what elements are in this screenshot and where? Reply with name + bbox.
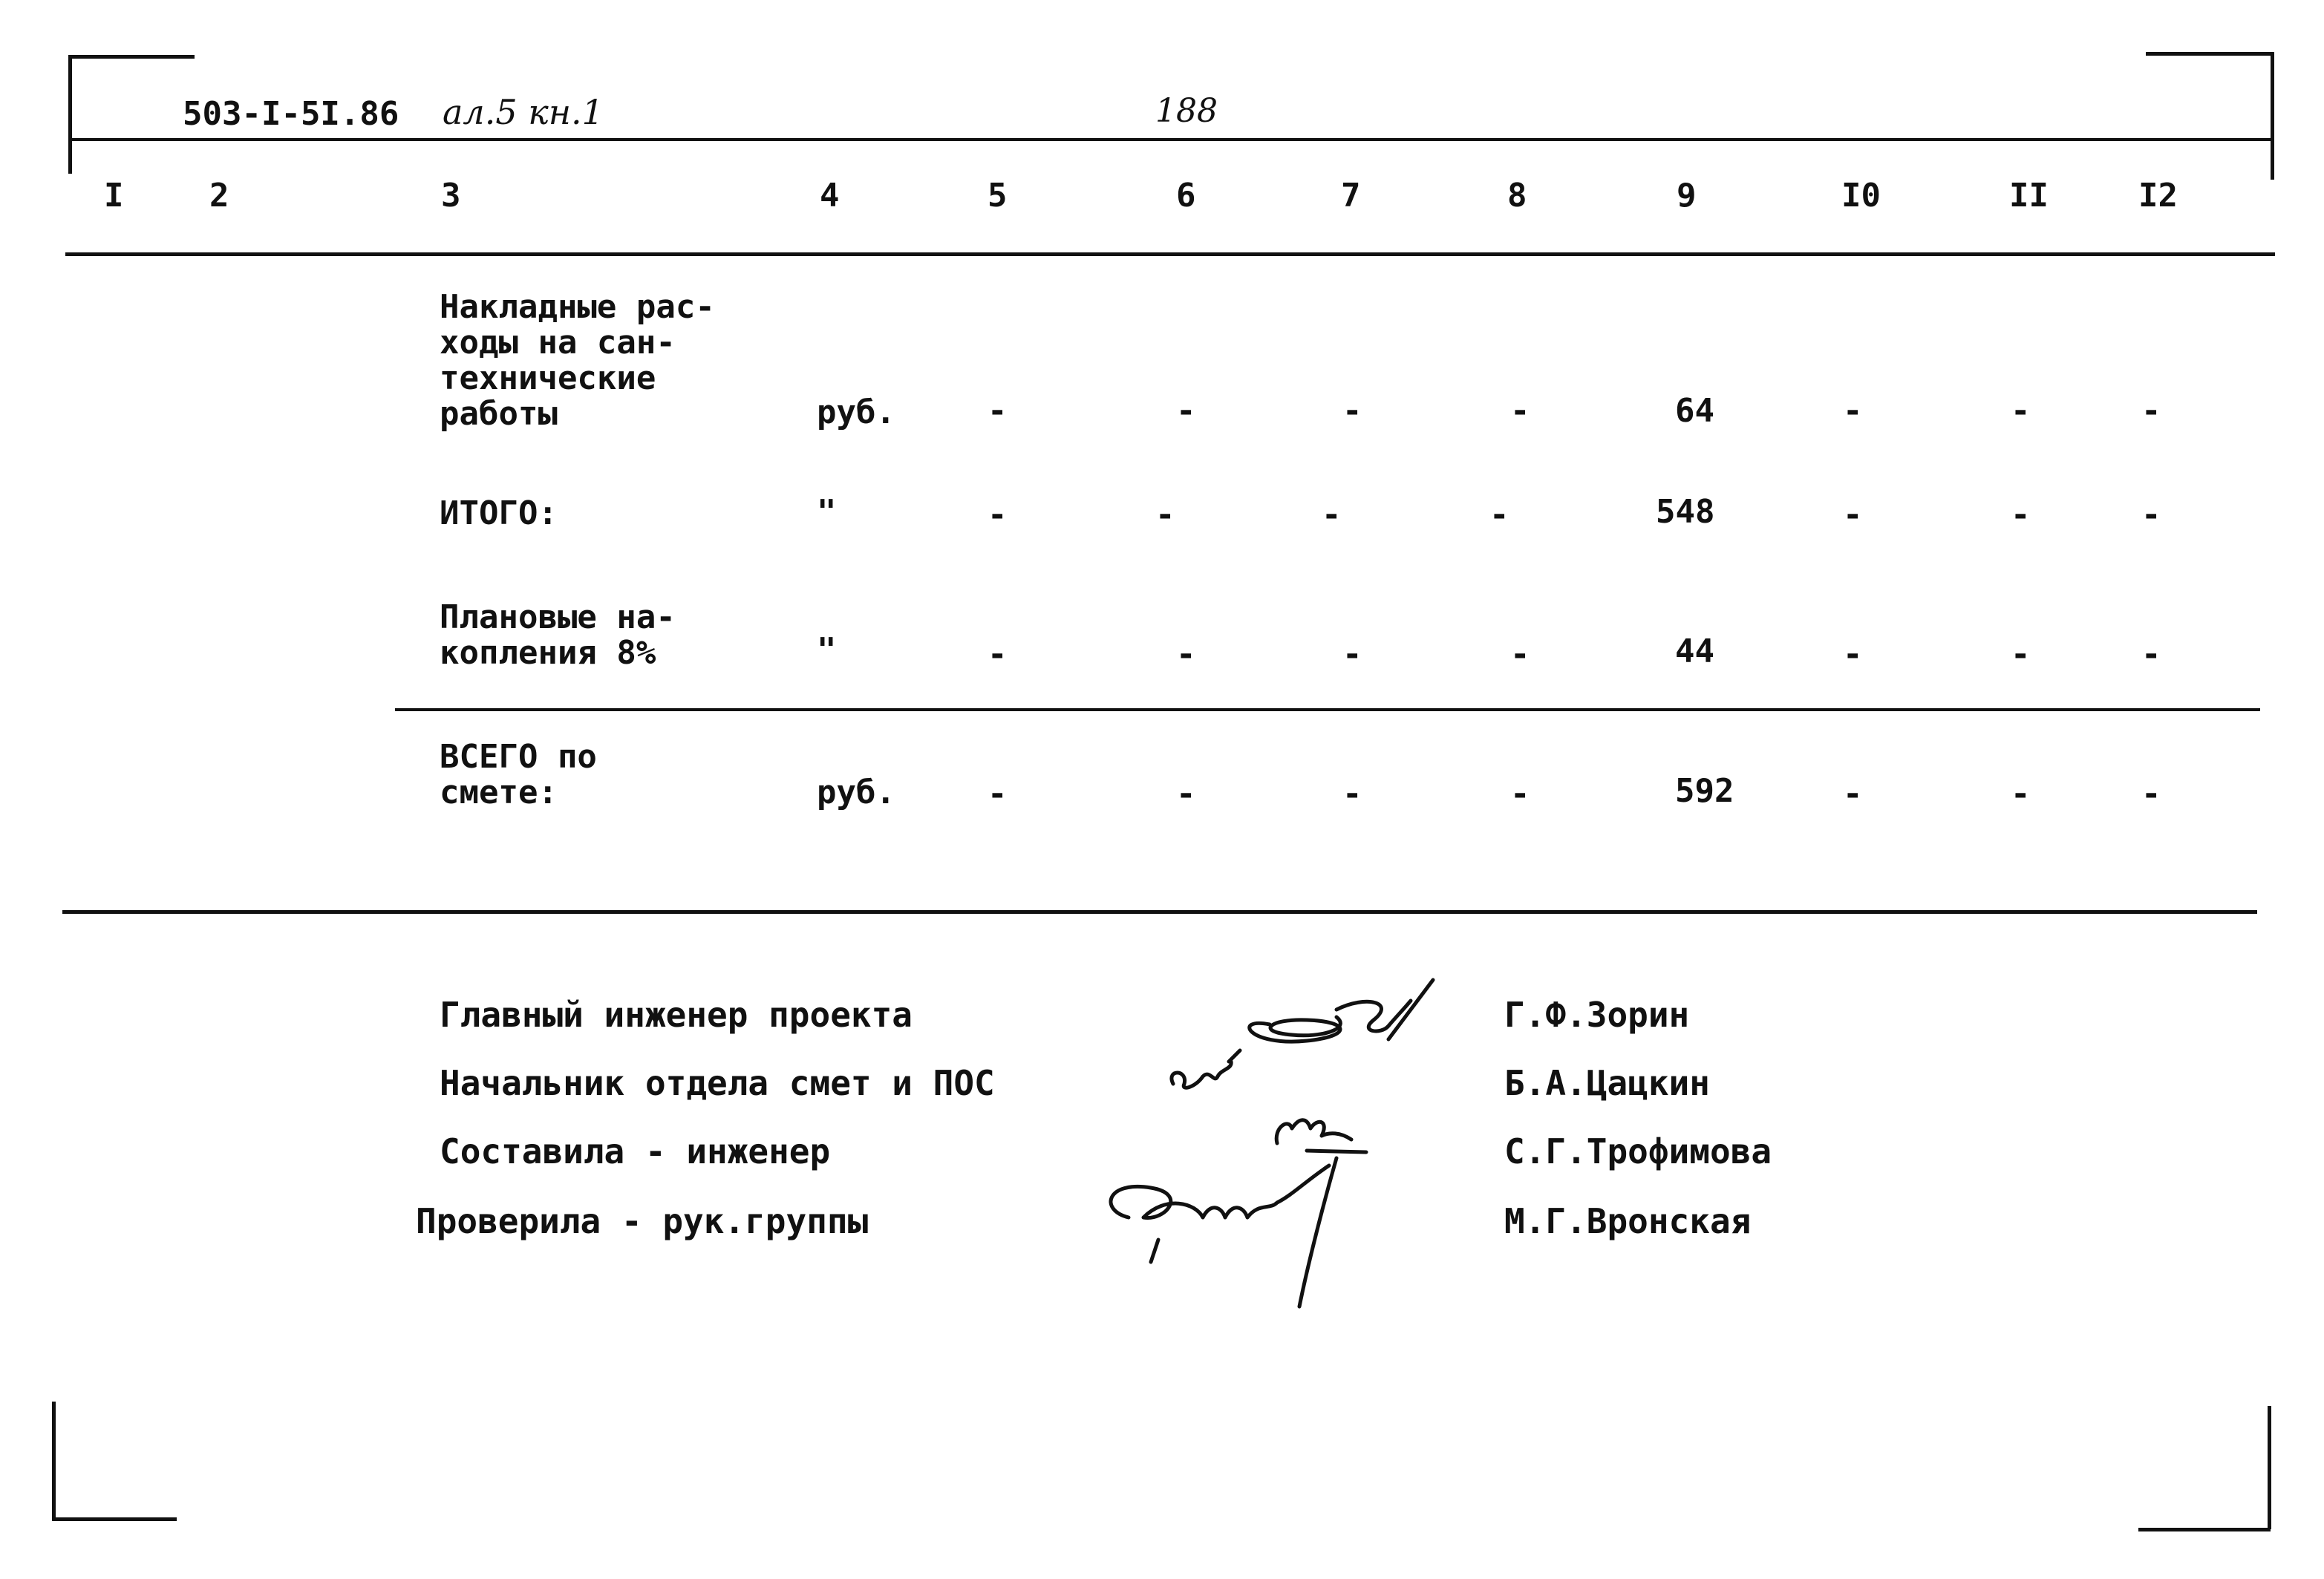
row-col10: - xyxy=(1843,496,1863,534)
signature-name-estimates-head: Б.А.Цацкин xyxy=(1504,1063,1710,1103)
column-header-7: 7 xyxy=(1341,177,1361,215)
row-col10: - xyxy=(1843,635,1863,673)
frame-bottom-right-corner-h xyxy=(2138,1528,2271,1531)
row-col5: - xyxy=(988,496,1008,534)
row-col12: - xyxy=(2141,635,2161,673)
row-col5: - xyxy=(988,635,1008,673)
row-col11: - xyxy=(2011,635,2031,673)
row-col10: - xyxy=(1843,775,1863,813)
signature-role-chief-engineer: Главный инженер проекта xyxy=(440,995,913,1035)
row-col6: - xyxy=(1176,392,1196,430)
row-col9: 64 xyxy=(1675,392,1714,430)
column-header-11: II xyxy=(2009,177,2049,215)
signature-mark-1b xyxy=(1336,980,1433,1039)
column-header-10: I0 xyxy=(1841,177,1881,215)
signature-name-checker: М.Г.Вронская xyxy=(1504,1201,1752,1241)
table-bottom-rule xyxy=(62,910,2257,914)
page-number: 188 xyxy=(1155,92,1218,130)
row-col8: - xyxy=(1489,496,1509,534)
row-col9: 548 xyxy=(1656,493,1715,531)
row-col12: - xyxy=(2141,392,2161,430)
row-col7: - xyxy=(1342,635,1362,673)
signature-name-compiler: С.Г.Трофимова xyxy=(1504,1131,1772,1171)
signature-mark-4b xyxy=(1299,1158,1336,1307)
column-header-8: 8 xyxy=(1507,177,1527,215)
row-unit: руб. xyxy=(817,393,895,431)
row-col6: - xyxy=(1155,496,1175,534)
row-col11: - xyxy=(2011,392,2031,430)
column-header-4: 4 xyxy=(820,177,840,215)
signature-role-compiler: Составила - инженер xyxy=(440,1131,831,1171)
frame-top-left-corner-h xyxy=(68,55,195,59)
row-col11: - xyxy=(2011,775,2031,813)
column-header-5: 5 xyxy=(988,177,1008,215)
signature-mark-1 xyxy=(1250,1017,1341,1042)
column-header-12: I2 xyxy=(2138,177,2178,215)
column-header-3: 3 xyxy=(441,177,461,215)
header-rule xyxy=(68,138,2274,141)
row-description: Плановые на- копления 8% xyxy=(440,598,676,672)
row-col10: - xyxy=(1843,392,1863,430)
signature-mark-3 xyxy=(1276,1120,1366,1152)
row-col11: - xyxy=(2011,496,2031,534)
column-header-1: I xyxy=(104,177,124,215)
row-description: ВСЕГО по смете: xyxy=(440,738,597,811)
handwritten-signatures xyxy=(1084,958,1500,1329)
signature-name-chief-engineer: Г.Ф.Зорин xyxy=(1504,995,1690,1035)
frame-top-right-corner-v xyxy=(2271,52,2274,180)
row-col7: - xyxy=(1342,392,1362,430)
document-code: 503-I-5I.86 xyxy=(183,95,399,133)
signature-role-checker: Проверила - рук.группы xyxy=(416,1201,869,1241)
row-description: Накладные рас- ходы на сан- технические работы xyxy=(440,288,715,433)
signature-mark-2 xyxy=(1172,1050,1240,1088)
row-unit: " xyxy=(817,631,837,669)
total-rule xyxy=(395,708,2260,711)
row-col6: - xyxy=(1176,775,1196,813)
document-handwritten-note: ал.5 кн.1 xyxy=(443,92,604,132)
frame-top-right-corner-h xyxy=(2146,52,2274,56)
frame-bottom-left-corner-v xyxy=(52,1402,56,1520)
row-col8: - xyxy=(1510,775,1530,813)
row-col9: 592 xyxy=(1675,772,1734,810)
row-col5: - xyxy=(988,392,1008,430)
signature-role-estimates-head: Начальник отдела смет и ПОС xyxy=(440,1063,995,1103)
column-header-2: 2 xyxy=(209,177,229,215)
row-col5: - xyxy=(988,775,1008,813)
row-col12: - xyxy=(2141,496,2161,534)
frame-bottom-left-corner-h xyxy=(52,1517,177,1521)
row-col8: - xyxy=(1510,392,1530,430)
column-header-rule xyxy=(65,252,2275,256)
signature-mark-4c xyxy=(1151,1240,1158,1262)
row-col6: - xyxy=(1176,635,1196,673)
row-description: ИТОГО: xyxy=(440,494,558,532)
row-col8: - xyxy=(1510,635,1530,673)
signature-mark-4 xyxy=(1111,1166,1329,1217)
column-header-6: 6 xyxy=(1176,177,1196,215)
frame-top-left-corner-v xyxy=(68,55,72,174)
row-unit: " xyxy=(817,493,837,531)
column-header-9: 9 xyxy=(1677,177,1697,215)
frame-bottom-right-corner-v xyxy=(2268,1406,2271,1529)
row-col7: - xyxy=(1342,775,1362,813)
row-col7: - xyxy=(1322,496,1342,534)
row-col9: 44 xyxy=(1675,632,1714,670)
row-col12: - xyxy=(2141,775,2161,813)
row-unit: руб. xyxy=(817,774,895,811)
